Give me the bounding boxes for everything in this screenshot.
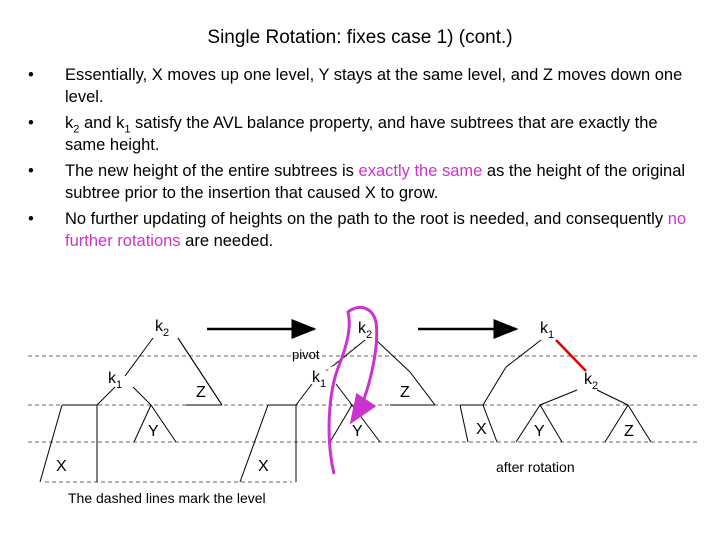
text-fragment: and k bbox=[79, 114, 125, 132]
text-fragment: as the height of the original subtree prior to the insertion that caused X to grow. bbox=[65, 162, 686, 202]
subscript: 2 bbox=[73, 123, 80, 136]
node-label: $k_2$ bbox=[155, 318, 170, 339]
footnote: The dashed lines mark the level bbox=[68, 490, 266, 506]
text-fragment: No further updating of heights on the path to the root is needed, and consequently bbox=[65, 210, 668, 228]
subtree-label: X bbox=[56, 458, 67, 475]
subtree-label: Z bbox=[624, 423, 634, 440]
tree-pivot bbox=[240, 340, 435, 482]
subscript: 1 bbox=[124, 123, 131, 136]
subtree-label: Z bbox=[196, 384, 206, 401]
tree-before bbox=[40, 338, 222, 482]
level-lines bbox=[28, 356, 700, 482]
highlight-text: no further rotations bbox=[65, 210, 687, 250]
text-fragment: satisfy the AVL balance property, and have subtrees that are exactly the same height. bbox=[65, 114, 658, 154]
node-label: $k_1$ bbox=[108, 370, 123, 391]
slide-title: Single Rotation: fixes case 1) (cont.) bbox=[207, 27, 513, 48]
tree-before-labels bbox=[56, 318, 206, 475]
subtree-label: Z bbox=[400, 384, 410, 401]
bullet-marker: • bbox=[28, 114, 34, 132]
text-fragment: The new height of the entire subtrees is bbox=[65, 162, 359, 180]
subtree-label: Y bbox=[352, 423, 363, 440]
text-fragment: k bbox=[65, 114, 74, 132]
tree-after bbox=[460, 340, 651, 442]
tree-after-labels bbox=[476, 320, 634, 475]
subtree-label: Y bbox=[534, 423, 545, 440]
node-label: $k_2$ bbox=[358, 320, 373, 341]
caption: after rotation bbox=[496, 459, 575, 475]
subtree-label: X bbox=[476, 421, 487, 438]
text-fragment: are needed. bbox=[180, 232, 274, 250]
tree-pivot-labels bbox=[258, 320, 410, 475]
pivot-label: pivot bbox=[292, 347, 320, 362]
bullet-marker: • bbox=[28, 66, 34, 84]
bullet-marker: • bbox=[28, 162, 34, 180]
node-label: $k_1$ bbox=[540, 320, 555, 341]
highlight-text: exactly the same bbox=[358, 162, 483, 180]
subtree-label: Y bbox=[148, 423, 159, 440]
node-label: $k_2$ bbox=[584, 371, 599, 392]
bullet-text: Essentially, X moves up one level, Y stays at the same level, and Z moves down one level. bbox=[65, 66, 683, 106]
node-label: $k_1$ bbox=[312, 369, 327, 390]
bullet-marker: • bbox=[28, 210, 34, 228]
subtree-label: X bbox=[258, 458, 269, 475]
